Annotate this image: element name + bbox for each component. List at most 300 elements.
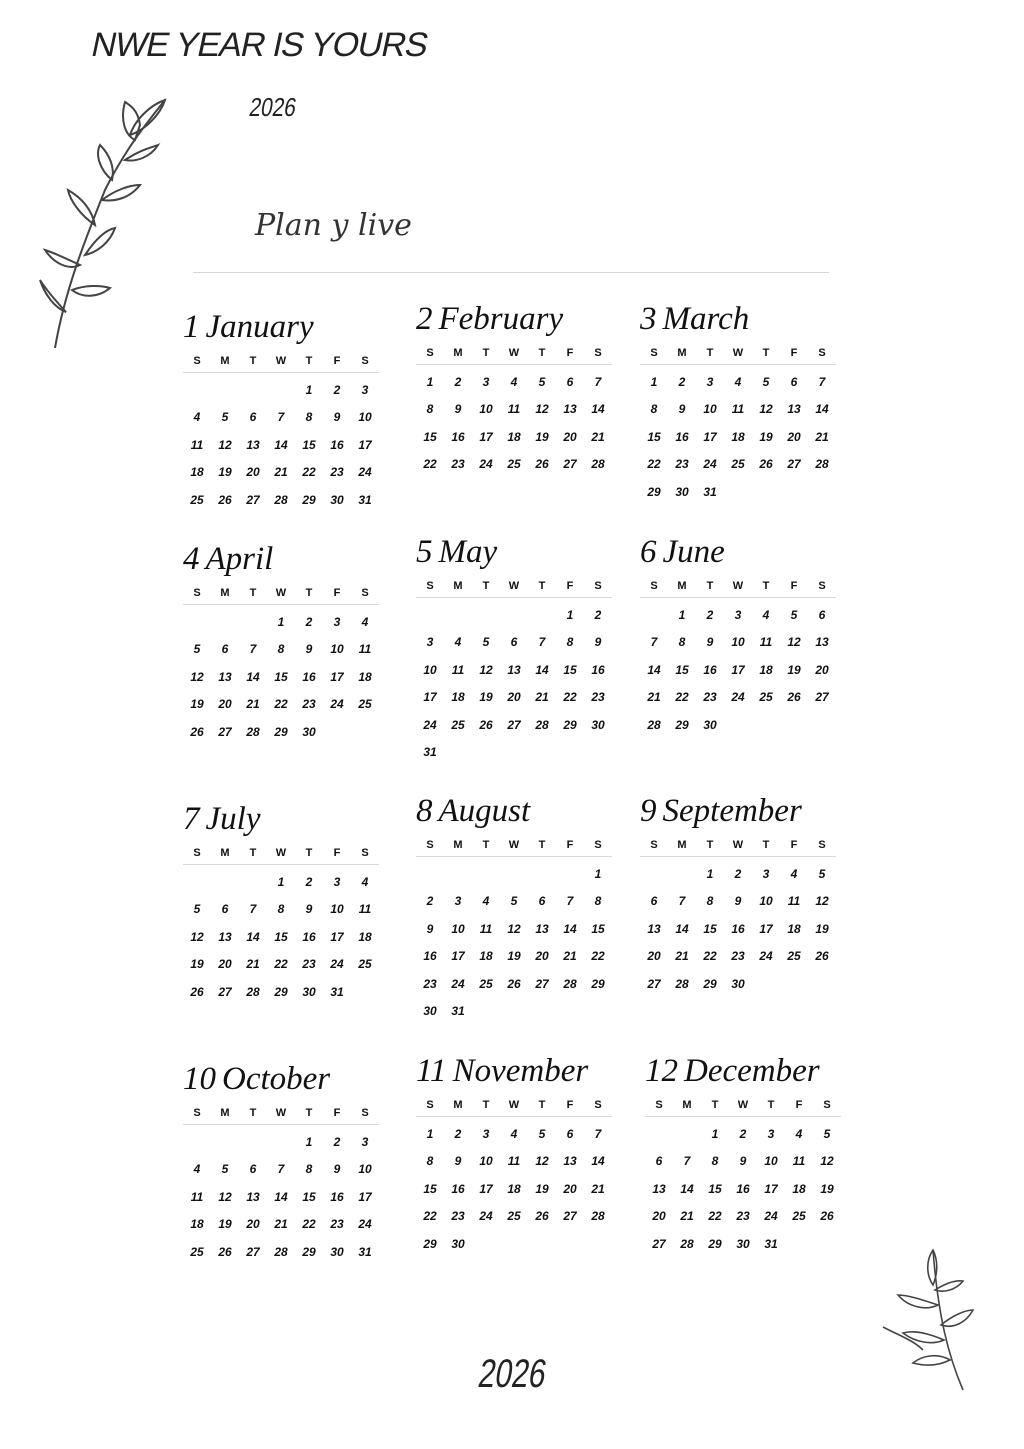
weekday-header: W [267, 582, 295, 605]
year-heading: 2026 [247, 92, 299, 122]
day-cell: 11 [507, 1154, 521, 1169]
empty-cell [183, 377, 211, 404]
day-cell: 4 [795, 1127, 803, 1141]
day-cell: 3 [361, 1135, 369, 1149]
weekday-header: T [239, 1102, 267, 1125]
day-cell: 10 [703, 402, 717, 417]
day-cell: 17 [358, 437, 372, 452]
day-cell: 21 [647, 690, 661, 705]
day-cell: 17 [330, 929, 344, 944]
day-cell: 31 [358, 492, 372, 507]
month-name: December [684, 1053, 820, 1089]
month-title [416, 1048, 612, 1094]
weekday-header: S [416, 342, 444, 365]
day-cell: 8 [305, 410, 313, 425]
day-cell: 2 [739, 1127, 747, 1141]
day-cell: 6 [655, 1154, 663, 1169]
day-cell: 28 [680, 1236, 694, 1251]
weekday-header: W [267, 842, 295, 865]
day-cell: 30 [330, 492, 344, 507]
empty-cell [528, 861, 556, 888]
weekday-header: F [323, 350, 351, 373]
empty-cell [472, 861, 500, 888]
day-cell: 2 [454, 375, 462, 389]
day-cell: 7 [277, 1162, 285, 1177]
day-cell: 26 [759, 457, 773, 472]
weekday-header: S [416, 575, 444, 598]
day-cell: 24 [731, 690, 745, 705]
day-cell: 18 [731, 429, 745, 444]
month-november [416, 1048, 612, 1258]
day-cell: 16 [302, 669, 316, 684]
day-cell: 29 [647, 484, 661, 499]
day-cell: 14 [591, 402, 605, 417]
day-cell: 24 [759, 949, 773, 964]
day-cell: 28 [815, 457, 829, 472]
day-cell: 25 [507, 457, 521, 472]
month-number: 5 [416, 534, 433, 570]
weekday-header: W [267, 350, 295, 373]
day-cell: 2 [426, 894, 434, 909]
day-cell: 15 [675, 662, 689, 677]
day-cell: 12 [759, 402, 773, 417]
day-cell: 16 [731, 921, 745, 936]
day-cell: 20 [652, 1209, 666, 1224]
day-cell: 30 [703, 717, 717, 732]
day-cell: 15 [274, 929, 288, 944]
weekday-header: T [528, 1094, 556, 1117]
day-cell: 25 [507, 1209, 521, 1224]
month-grid [416, 342, 612, 479]
weekday-header: T [295, 582, 323, 605]
day-cell: 28 [563, 976, 577, 991]
day-cell: 12 [535, 1154, 549, 1169]
day-cell: 13 [246, 437, 260, 452]
weekday-header: T [472, 342, 500, 365]
day-cell: 28 [274, 492, 288, 507]
day-cell: 15 [563, 662, 577, 677]
day-cell: 27 [787, 457, 801, 472]
day-cell: 31 [703, 484, 717, 499]
day-cell: 27 [563, 457, 577, 472]
day-cell: 20 [787, 429, 801, 444]
weekday-header: S [351, 1102, 379, 1125]
month-february [416, 296, 612, 479]
month-name: May [438, 534, 498, 570]
day-cell: 15 [423, 429, 437, 444]
weekday-header: S [640, 834, 668, 857]
day-cell: 31 [330, 984, 344, 999]
weekday-header: S [808, 575, 836, 598]
month-name: March [662, 301, 750, 337]
day-cell: 20 [815, 662, 829, 677]
month-july [183, 796, 379, 1006]
day-cell: 1 [426, 1127, 434, 1141]
weekday-header: S [645, 1094, 673, 1117]
weekday-header: M [668, 834, 696, 857]
day-cell: 10 [479, 1154, 493, 1169]
day-cell: 22 [274, 957, 288, 972]
day-cell: 27 [246, 1244, 260, 1259]
day-cell: 19 [815, 921, 829, 936]
day-cell: 10 [479, 402, 493, 417]
month-title [183, 796, 379, 842]
month-grid [183, 582, 379, 746]
day-cell: 7 [678, 894, 686, 909]
empty-cell [239, 1129, 267, 1156]
weekday-header: T [239, 350, 267, 373]
weekday-header: T [696, 342, 724, 365]
weekday-header: M [211, 582, 239, 605]
month-december [645, 1048, 841, 1258]
month-january [183, 304, 379, 514]
day-cell: 3 [482, 375, 490, 389]
weekday-header: T [752, 834, 780, 857]
day-cell: 12 [479, 662, 493, 677]
leaf-sprig-icon [878, 1245, 978, 1395]
month-april [183, 536, 379, 746]
empty-cell [183, 1129, 211, 1156]
day-cell: 22 [302, 1217, 316, 1232]
day-cell: 9 [454, 402, 462, 417]
day-cell: 30 [330, 1244, 344, 1259]
day-cell: 23 [736, 1209, 750, 1224]
day-cell: 4 [193, 1162, 201, 1177]
day-cell: 5 [221, 410, 229, 425]
day-cell: 25 [792, 1209, 806, 1224]
month-may [416, 529, 612, 766]
month-number: 9 [640, 793, 657, 829]
weekday-header: F [556, 342, 584, 365]
empty-cell [183, 869, 211, 896]
day-cell: 6 [538, 894, 546, 909]
month-title [183, 536, 379, 582]
day-cell: 29 [302, 1244, 316, 1259]
footer-year: 2026 [475, 1352, 550, 1396]
day-cell: 24 [703, 457, 717, 472]
day-cell: 3 [734, 608, 742, 622]
day-cell: 23 [731, 949, 745, 964]
day-cell: 25 [787, 949, 801, 964]
day-cell: 25 [190, 1244, 204, 1259]
day-cell: 16 [591, 662, 605, 677]
day-cell: 4 [510, 1127, 518, 1141]
day-cell: 10 [330, 642, 344, 657]
day-cell: 13 [535, 921, 549, 936]
day-cell: 17 [423, 690, 437, 705]
month-name: June [662, 534, 725, 570]
day-cell: 24 [330, 697, 344, 712]
day-cell: 28 [535, 717, 549, 732]
day-cell: 16 [330, 437, 344, 452]
day-cell: 20 [218, 957, 232, 972]
day-cell: 1 [277, 875, 285, 889]
day-cell: 3 [426, 635, 434, 650]
day-cell: 26 [535, 457, 549, 472]
day-cell: 9 [426, 921, 434, 936]
day-cell: 29 [423, 1236, 437, 1251]
day-cell: 10 [358, 410, 372, 425]
day-cell: 9 [333, 1162, 341, 1177]
weekday-header: T [239, 842, 267, 865]
day-cell: 3 [482, 1127, 490, 1141]
day-cell: 12 [507, 921, 521, 936]
day-cell: 19 [218, 1217, 232, 1232]
day-cell: 4 [734, 375, 742, 389]
day-cell: 4 [454, 635, 462, 650]
weekday-header: M [668, 342, 696, 365]
day-cell: 18 [792, 1181, 806, 1196]
day-cell: 2 [594, 608, 602, 622]
day-cell: 1 [305, 1135, 313, 1149]
day-cell: 11 [358, 642, 372, 657]
weekday-header: M [444, 1094, 472, 1117]
day-cell: 22 [708, 1209, 722, 1224]
day-cell: 26 [190, 724, 204, 739]
month-june [640, 529, 836, 739]
empty-cell [528, 602, 556, 629]
day-cell: 12 [218, 437, 232, 452]
day-cell: 6 [650, 894, 658, 909]
day-cell: 6 [221, 902, 229, 917]
day-cell: 25 [451, 717, 465, 732]
weekday-header: S [416, 834, 444, 857]
day-cell: 29 [591, 976, 605, 991]
month-name: August [438, 793, 531, 829]
day-cell: 19 [190, 957, 204, 972]
day-cell: 4 [193, 410, 201, 425]
weekday-header: F [323, 582, 351, 605]
day-cell: 13 [787, 402, 801, 417]
day-cell: 21 [274, 465, 288, 480]
empty-cell [267, 1129, 295, 1156]
day-cell: 7 [249, 642, 257, 657]
day-cell: 24 [479, 1209, 493, 1224]
month-name: November [452, 1053, 589, 1089]
month-name: September [662, 793, 802, 829]
month-title [416, 529, 612, 575]
day-cell: 5 [221, 1162, 229, 1177]
day-cell: 21 [535, 690, 549, 705]
day-cell: 27 [815, 690, 829, 705]
day-cell: 27 [218, 984, 232, 999]
weekday-header: F [780, 834, 808, 857]
month-march [640, 296, 836, 506]
day-cell: 17 [358, 1189, 372, 1204]
day-cell: 26 [218, 1244, 232, 1259]
day-cell: 15 [423, 1181, 437, 1196]
day-cell: 31 [764, 1236, 778, 1251]
day-cell: 28 [675, 976, 689, 991]
empty-cell [668, 861, 696, 888]
day-cell: 29 [675, 717, 689, 732]
day-cell: 30 [451, 1236, 465, 1251]
month-number: 6 [640, 534, 657, 570]
empty-cell [645, 1121, 673, 1148]
day-cell: 27 [507, 717, 521, 732]
day-cell: 25 [731, 457, 745, 472]
day-cell: 6 [566, 1127, 574, 1141]
day-cell: 1 [706, 867, 714, 881]
day-cell: 5 [823, 1127, 831, 1141]
weekday-header: T [295, 1102, 323, 1125]
weekday-header: S [584, 575, 612, 598]
weekday-header: S [416, 1094, 444, 1117]
day-cell: 19 [507, 949, 521, 964]
day-cell: 26 [190, 984, 204, 999]
day-cell: 21 [675, 949, 689, 964]
day-cell: 10 [451, 921, 465, 936]
day-cell: 13 [815, 635, 829, 650]
day-cell: 16 [703, 662, 717, 677]
day-cell: 1 [426, 375, 434, 389]
day-cell: 17 [703, 429, 717, 444]
day-cell: 10 [731, 635, 745, 650]
weekday-header: T [472, 834, 500, 857]
day-cell: 24 [423, 717, 437, 732]
day-cell: 4 [361, 615, 369, 629]
weekday-header: M [211, 1102, 239, 1125]
weekday-header: M [444, 834, 472, 857]
month-title [640, 529, 836, 575]
day-cell: 4 [510, 375, 518, 389]
day-cell: 14 [246, 669, 260, 684]
month-name: April [205, 541, 274, 577]
day-cell: 20 [647, 949, 661, 964]
day-cell: 22 [423, 1209, 437, 1224]
day-cell: 9 [739, 1154, 747, 1169]
month-number: 8 [416, 793, 433, 829]
month-number: 11 [416, 1053, 447, 1089]
day-cell: 12 [820, 1154, 834, 1169]
weekday-header: S [183, 842, 211, 865]
day-cell: 3 [762, 867, 770, 881]
day-cell: 6 [249, 1162, 257, 1177]
empty-cell [239, 609, 267, 636]
day-cell: 24 [358, 1217, 372, 1232]
day-cell: 28 [246, 984, 260, 999]
weekday-header: S [351, 350, 379, 373]
day-cell: 11 [787, 894, 801, 909]
day-cell: 29 [708, 1236, 722, 1251]
day-cell: 1 [305, 383, 313, 397]
day-cell: 6 [221, 642, 229, 657]
day-cell: 10 [759, 894, 773, 909]
day-cell: 5 [762, 375, 770, 389]
day-cell: 30 [302, 724, 316, 739]
weekday-header: S [183, 350, 211, 373]
day-cell: 27 [218, 724, 232, 739]
day-cell: 13 [246, 1189, 260, 1204]
day-cell: 31 [423, 744, 437, 759]
day-cell: 19 [218, 465, 232, 480]
day-cell: 17 [479, 1181, 493, 1196]
day-cell: 18 [358, 669, 372, 684]
day-cell: 8 [305, 1162, 313, 1177]
day-cell: 8 [566, 635, 574, 650]
day-cell: 29 [274, 724, 288, 739]
day-cell: 17 [759, 921, 773, 936]
month-grid [183, 350, 379, 514]
day-cell: 22 [675, 690, 689, 705]
day-cell: 23 [703, 690, 717, 705]
day-cell: 27 [246, 492, 260, 507]
day-cell: 22 [563, 690, 577, 705]
weekday-header: F [556, 1094, 584, 1117]
empty-cell [673, 1121, 701, 1148]
day-cell: 1 [678, 608, 686, 622]
page-title: NWE YEAR IS YOURS [88, 26, 432, 64]
day-cell: 17 [764, 1181, 778, 1196]
weekday-header: M [211, 350, 239, 373]
empty-cell [640, 602, 668, 629]
month-title [640, 296, 836, 342]
day-cell: 6 [510, 635, 518, 650]
day-cell: 7 [566, 894, 574, 909]
weekday-header: S [808, 834, 836, 857]
day-cell: 21 [591, 429, 605, 444]
month-title [640, 788, 836, 834]
weekday-header: S [351, 582, 379, 605]
day-cell: 5 [818, 867, 826, 881]
day-cell: 20 [246, 1217, 260, 1232]
empty-cell [211, 609, 239, 636]
day-cell: 16 [736, 1181, 750, 1196]
day-cell: 23 [675, 457, 689, 472]
day-cell: 14 [647, 662, 661, 677]
day-cell: 12 [815, 894, 829, 909]
day-cell: 19 [535, 429, 549, 444]
day-cell: 3 [333, 875, 341, 889]
month-number: 7 [183, 801, 200, 837]
day-cell: 19 [787, 662, 801, 677]
empty-cell [211, 869, 239, 896]
day-cell: 6 [566, 375, 574, 389]
day-cell: 7 [538, 635, 546, 650]
empty-cell [183, 609, 211, 636]
day-cell: 22 [703, 949, 717, 964]
day-cell: 14 [675, 921, 689, 936]
weekday-header: S [584, 834, 612, 857]
weekday-header: W [267, 1102, 295, 1125]
day-cell: 19 [190, 697, 204, 712]
day-cell: 21 [815, 429, 829, 444]
day-cell: 8 [426, 402, 434, 417]
day-cell: 15 [274, 669, 288, 684]
weekday-header: S [183, 582, 211, 605]
day-cell: 6 [818, 608, 826, 622]
empty-cell [416, 602, 444, 629]
day-cell: 18 [190, 465, 204, 480]
empty-cell [472, 602, 500, 629]
day-cell: 20 [535, 949, 549, 964]
day-cell: 13 [647, 921, 661, 936]
weekday-header: S [813, 1094, 841, 1117]
day-cell: 8 [277, 902, 285, 917]
day-cell: 25 [479, 976, 493, 991]
day-cell: 15 [302, 437, 316, 452]
day-cell: 16 [330, 1189, 344, 1204]
day-cell: 18 [507, 1181, 521, 1196]
month-number: 4 [183, 541, 200, 577]
month-title [416, 296, 612, 342]
day-cell: 28 [591, 457, 605, 472]
weekday-header: T [295, 842, 323, 865]
weekday-header: M [444, 342, 472, 365]
day-cell: 11 [451, 662, 465, 677]
day-cell: 16 [451, 429, 465, 444]
day-cell: 12 [190, 669, 204, 684]
